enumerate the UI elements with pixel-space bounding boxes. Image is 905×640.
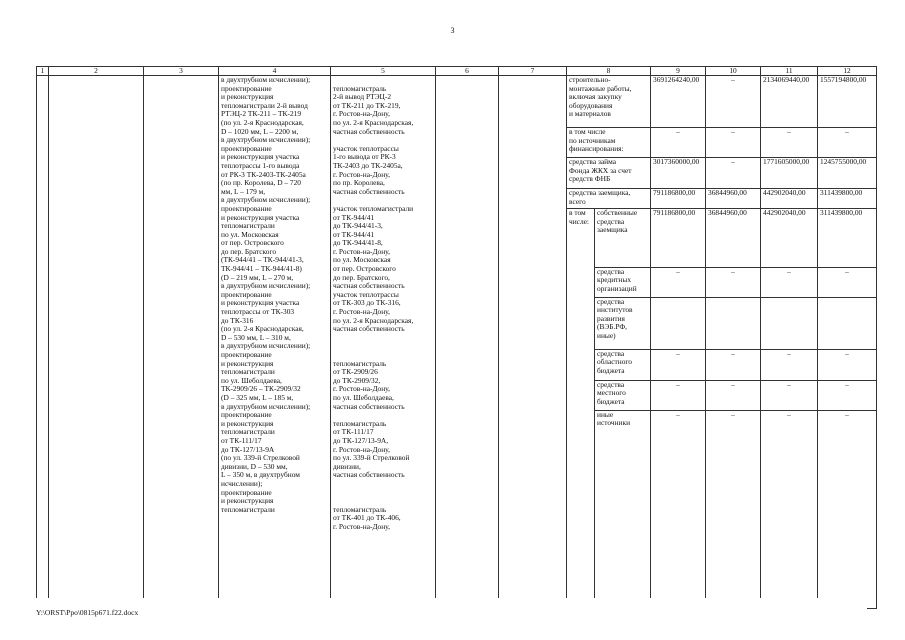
cell-col4 bbox=[219, 76, 331, 609]
own-c10: 36844960,00 bbox=[706, 209, 761, 268]
col-header-9: 9 bbox=[651, 67, 706, 76]
incl-c9: – bbox=[651, 128, 706, 158]
incl-c10: – bbox=[706, 128, 761, 158]
own-c9: 791186800,00 bbox=[651, 209, 706, 268]
other-c12: – bbox=[818, 410, 877, 608]
construction-c12: 1557194800,00 bbox=[818, 76, 877, 128]
cell-col1 bbox=[37, 76, 49, 609]
label-incl: в том числе по источникам финансирования: bbox=[567, 128, 651, 158]
other-c9: – bbox=[651, 410, 706, 608]
col-header-2: 2 bbox=[49, 67, 144, 76]
label-regional: средства областного бюджета bbox=[595, 349, 651, 380]
construction-c9: 3691264240,00 bbox=[651, 76, 706, 128]
institutes-c10 bbox=[706, 297, 761, 349]
own-c12: 311439800,00 bbox=[818, 209, 877, 268]
col-header-11: 11 bbox=[761, 67, 818, 76]
col-header-10: 10 bbox=[706, 67, 761, 76]
object-description: тепломагистраль 2-й вывод РТЭЦ-2 от ТК-211 до ТК-219, г. Ростов-на-Дону, по ул. 2-я Краснодарская, частная собственность участок теплотрассы 1-го вывода от РК-3 ТК-2403 до ТК-2405а, г. Ростов-на-Дону, по пр. Королева, частная собственность участок тепломагистрали от ТК-944/41 до ТК-944/41-3, от ТК-944/41 до ТК-944/41-8, г. Ростов-на-Дону, по ул. Московская от пер. Островского до пер. Братского, частная собственность участок теплотрассы от ТК-303 до ТК-316, г. Ростов-на-Дону, по ул. 2-я Краснодарская, частная собственность тепломагистраль от ТК-2909/26 до ТК-2909/32, г. Ростов-на-Дону, по ул. Шеболдаева, частная собственность тепломагистраль от ТК-111/17 до ТК-127/13-9А, г. Ростов-на-Дону, по ул. 339-й Стрелковой дивизии, частная собственность тепломагистраль от ТК-401 до ТК-406, г. Ростов-на-Дону, bbox=[333, 83, 414, 531]
col-header-8: 8 bbox=[567, 67, 651, 76]
label-incl-short: в том числе: bbox=[567, 209, 595, 609]
cell-col5 bbox=[331, 76, 436, 609]
other-c11: – bbox=[761, 410, 818, 608]
fund-c11: 1771605000,00 bbox=[761, 158, 818, 189]
label-own: собственные средства заемщика bbox=[595, 209, 651, 268]
page-number: 3 bbox=[450, 26, 455, 35]
label-credit: средства кредитных организаций bbox=[595, 267, 651, 297]
label-institutes: средства институтов развития (ВЭБ.РФ, иные) bbox=[595, 297, 651, 349]
local-c11: – bbox=[761, 380, 818, 410]
construction-c10: – bbox=[706, 76, 761, 128]
label-other: иные источники bbox=[595, 410, 651, 608]
regional-c9: – bbox=[651, 349, 706, 380]
cell-col2 bbox=[49, 76, 144, 609]
label-fund: средства займа Фонда ЖКХ за счет средств ФНБ bbox=[567, 158, 651, 189]
borrower-c11: 442902040,00 bbox=[761, 189, 818, 209]
credit-c9: – bbox=[651, 267, 706, 297]
other-c10: – bbox=[706, 410, 761, 608]
incl-c11: – bbox=[761, 128, 818, 158]
institutes-c12 bbox=[818, 297, 877, 349]
fund-c9: 3017360000,00 bbox=[651, 158, 706, 189]
borrower-c10: 36844960,00 bbox=[706, 189, 761, 209]
credit-c12: – bbox=[818, 267, 877, 297]
incl-c12: – bbox=[818, 128, 877, 158]
cell-col7 bbox=[499, 76, 567, 609]
fund-c12: 1245755000,00 bbox=[818, 158, 877, 189]
col-header-6: 6 bbox=[436, 67, 499, 76]
cell-col3 bbox=[144, 76, 219, 609]
header-row bbox=[37, 67, 877, 76]
project-description: в двухтрубном исчислении); проектирование и реконструкция тепломагистрали 2-й вывод РТЭЦ-2 ТК-211 – ТК-219 (по ул. 2-я Краснодарская, D – 1020 мм, L – 2200 м, в двухтрубном исчислении); проектирование и реконструкция участка теплотрассы 1-го вывода от РК-3 ТК-2403-ТК-2405а (по пр. Королева, D – 720 мм, L – 179 м, в двухтрубном исчислении); проектирование и реконструкция участка тепломагистрали по ул. Московская от пер. Островского до пер. Братского (ТК-944/41 – ТК-944/41-3, ТК-944/41 – ТК-944/41-8) (D – 219 мм, L – 270 м, в двухтрубном исчислении); проектирование и реконструкция участка теплотрассы от ТК-303 до ТК-316 (по ул. 2-я Краснодарская, D – 530 мм, L – 310 м, в двухтрубном исчислении); проектирование и реконструкция тепломагистрали по ул. Шеболдаева, ТК-2909/26 – ТК-2909/32 (D – 325 мм, L – 185 м, в двухтрубном исчислении); проектирование и реконструкция тепломагистрали от ТК-111/17 до ТК-127/13-9А (по ул. 339-й Стрелковой дивизии, D – 530 мм, L – 350 м, в двухтрубном исчислении); проектирование и реконструкция тепломагистрали bbox=[221, 76, 311, 514]
regional-c10: – bbox=[706, 349, 761, 380]
col-header-4: 4 bbox=[219, 67, 331, 76]
credit-c10: – bbox=[706, 267, 761, 297]
label-borrower: средства заемщика, всего bbox=[567, 189, 651, 209]
cell-col6 bbox=[436, 76, 499, 609]
label-local: средства местного бюджета bbox=[595, 380, 651, 410]
institutes-c9 bbox=[651, 297, 706, 349]
own-c11: 442902040,00 bbox=[761, 209, 818, 268]
col-header-7: 7 bbox=[499, 67, 567, 76]
credit-c11: – bbox=[761, 267, 818, 297]
col-header-1: 1 bbox=[37, 67, 49, 76]
borrower-c12: 311439800,00 bbox=[818, 189, 877, 209]
institutes-c11 bbox=[761, 297, 818, 349]
borrower-c9: 791186800,00 bbox=[651, 189, 706, 209]
page-bottom-margin bbox=[36, 598, 867, 640]
regional-c12: – bbox=[818, 349, 877, 380]
local-c10: – bbox=[706, 380, 761, 410]
local-c9: – bbox=[651, 380, 706, 410]
col-header-3: 3 bbox=[144, 67, 219, 76]
fund-c10: – bbox=[706, 158, 761, 189]
file-path-footer: Y:\ORST\Ppo\0815p671.f22.docx bbox=[36, 608, 139, 617]
col-header-5: 5 bbox=[331, 67, 436, 76]
financing-table bbox=[36, 66, 877, 609]
construction-c11: 2134069440,00 bbox=[761, 76, 818, 128]
row-construction bbox=[37, 76, 877, 128]
local-c12: – bbox=[818, 380, 877, 410]
label-construction: строительно- монтажные работы, включая закупку оборудования и материалов bbox=[567, 76, 651, 128]
regional-c11: – bbox=[761, 349, 818, 380]
col-header-12: 12 bbox=[818, 67, 877, 76]
